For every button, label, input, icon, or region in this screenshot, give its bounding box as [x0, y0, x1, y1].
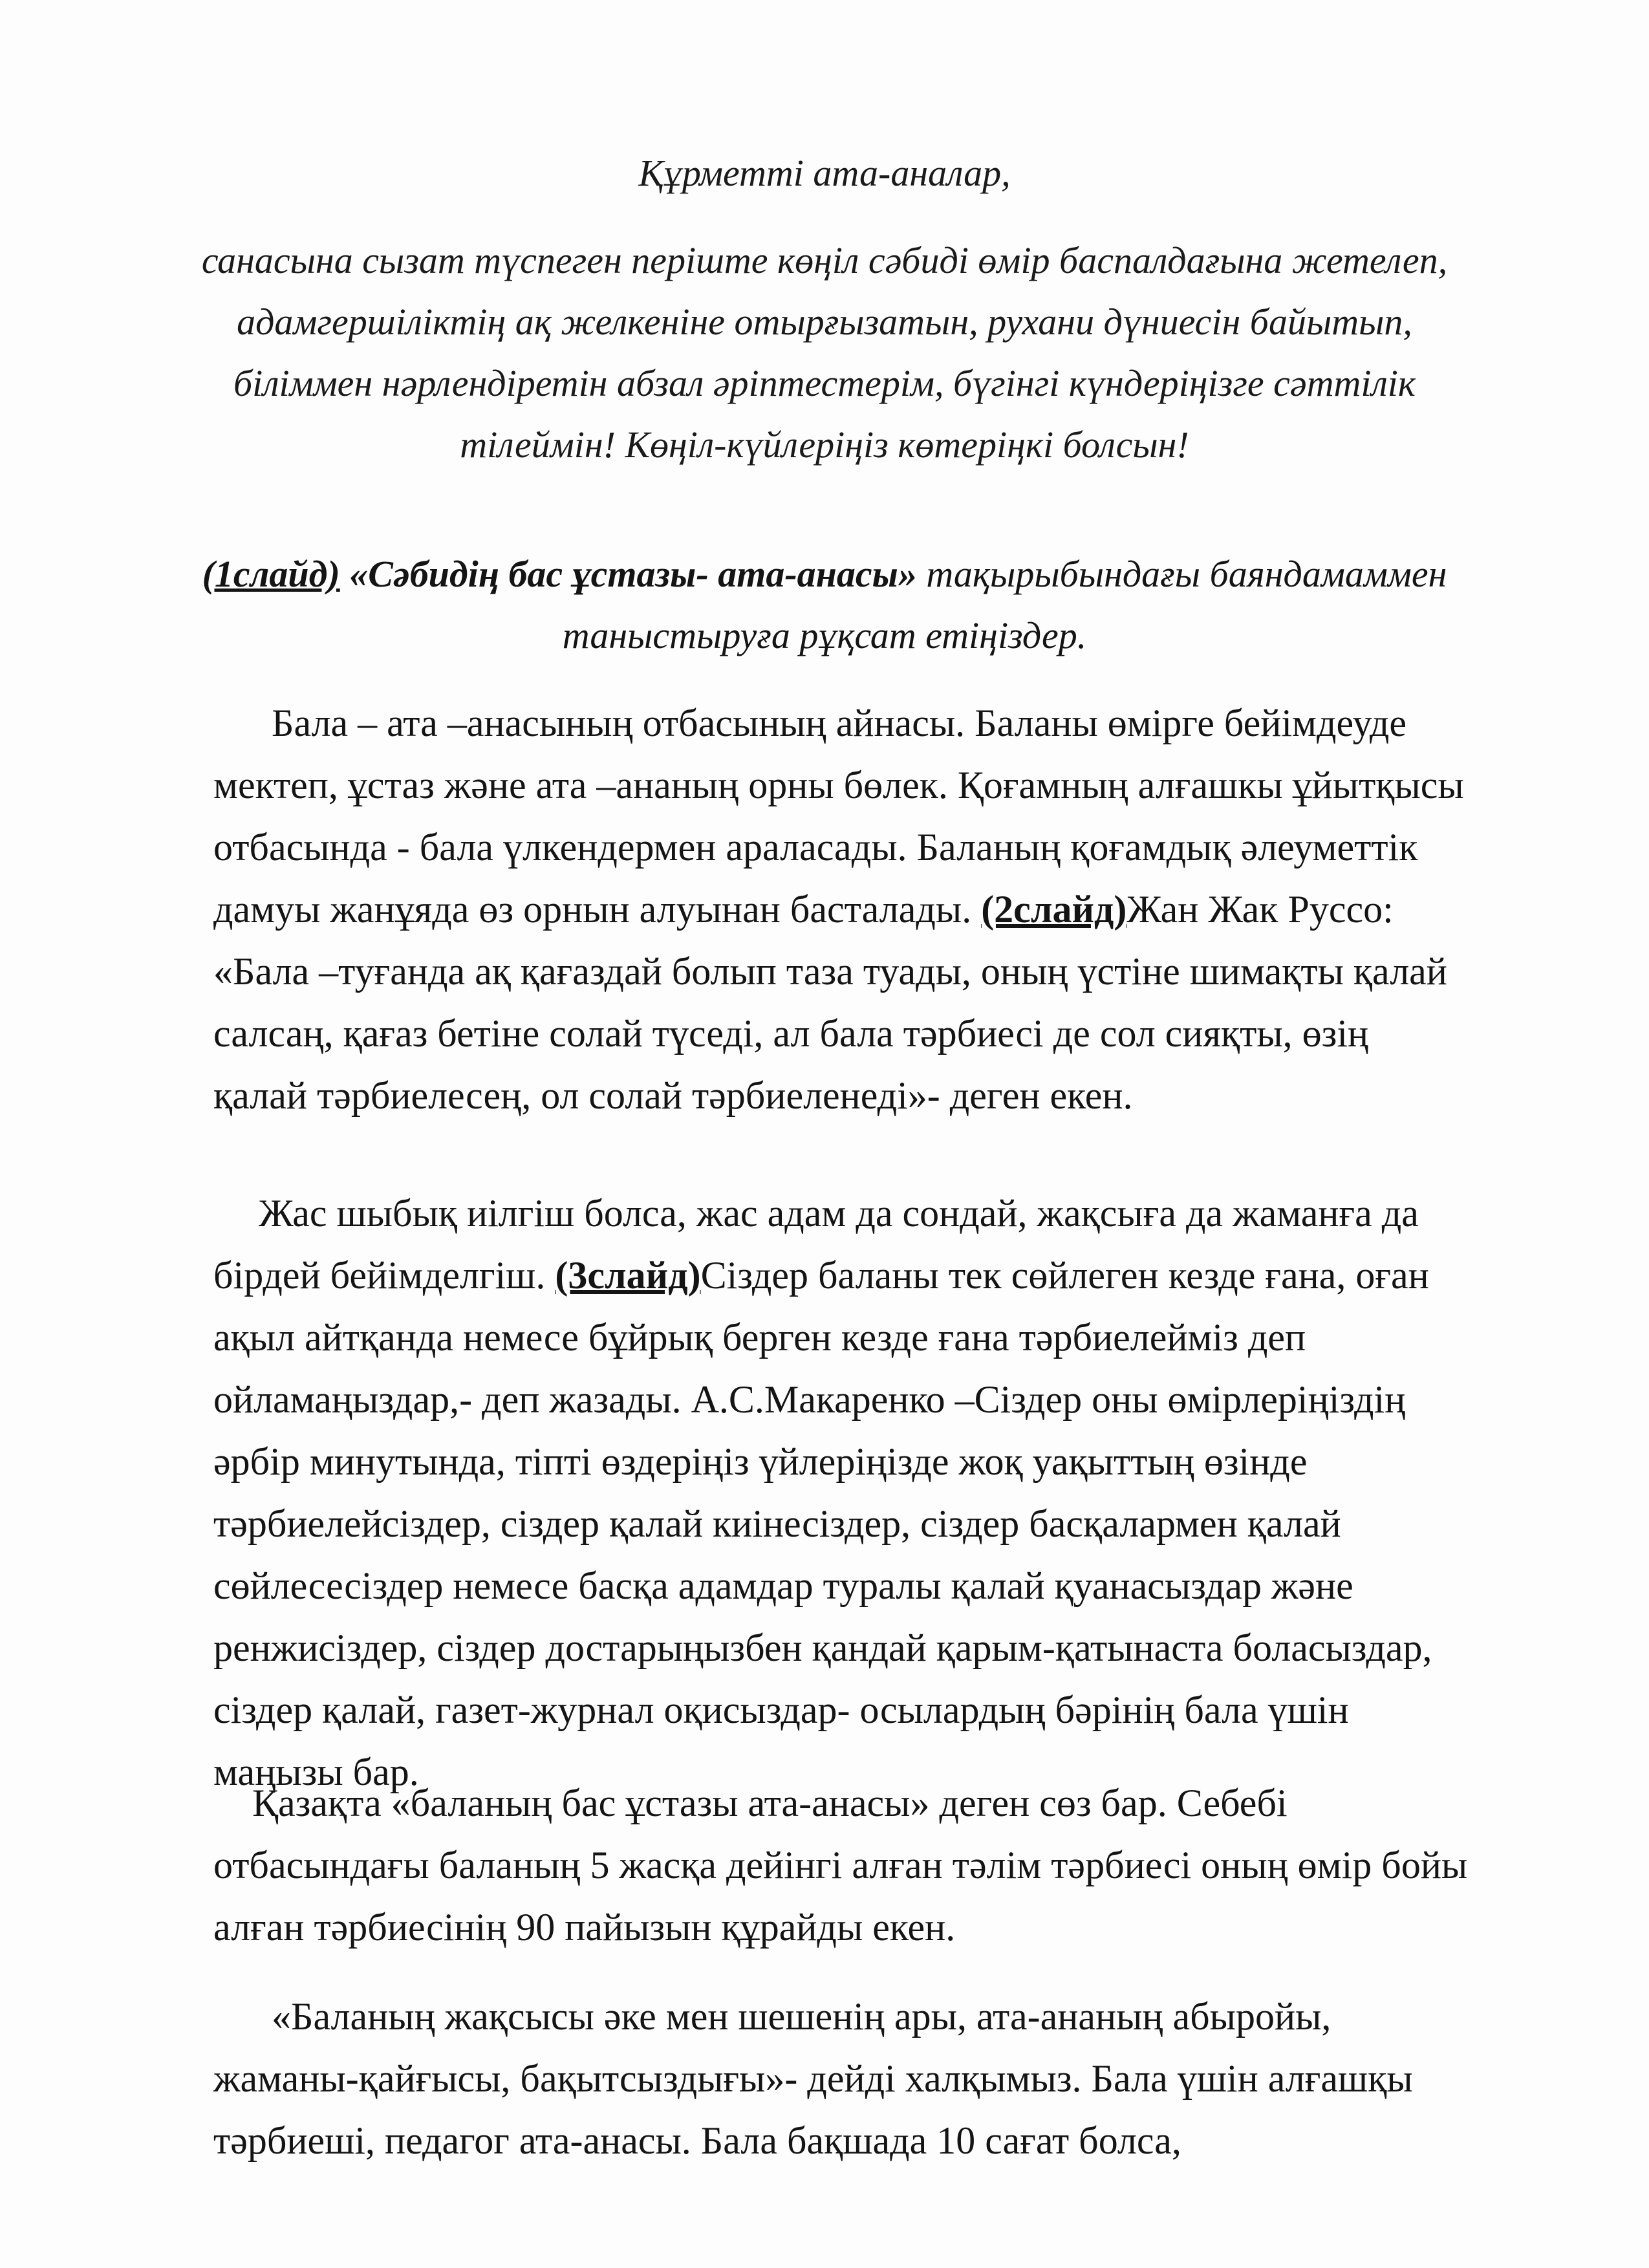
topic-title: «Сәбидің бас ұстазы- ата-анасы»: [349, 553, 917, 595]
paragraph-2-part-2: Сіздер баланы тек сөйлеген кезде ғана, оған ақыл айтқанда немесе бұйрық берген кезде ғана тәрбиелейміз деп ойламаңыздар,- деп жазады. А.С.Макаренко –Сіздер оны өмірлеріңіздің әрбір минутында, тіпті өздеріңіз үйлеріңізде жоқ уақыттың өзінде тәрбиелейсіздер, сіздер қалай киінесіздер, сіздер басқалармен қалай сөйлесесіздер немесе басқа адамдар туралы қалай қуанасыздар және ренжисіздер, сіздер достарыңызбен қандай қарым-қатынаста боласыздар, сіздер қалай, газет-журнал оқисыздар- осылардың бәрінің бала үшін маңызы бар.: [213, 1254, 1432, 1793]
paragraph-4: «Баланың жақсысы әке мен шешенің ары, ата-ананың абыройы, жаманы-қайғысы, бақытсыздығы»- дейді халқымыз. Бала үшін алғашқы тәрбиеші, педагог ата-анасы. Бала бақшада 10 сағат болса,: [213, 1995, 1413, 2162]
paragraph-1-part-1: Бала – ата –анасының отбасының айнасы. Баланы өмірге бейімдеуде мектеп, ұстаз және ата –ананың орны бөлек. Қоғамның алғашкы ұйытқысы отбасында - бала үлкендермен араласады. Баланың қоғамдық әлеуметтік дамуы жанұяда өз орнын алуынан басталады.: [213, 702, 1464, 931]
paragraph-2: [213, 1182, 1468, 1803]
paragraph-3: Қазақта «баланың бас ұстазы ата-анасы» деген сөз бар. Себебі отбасындағы баланың 5 жасқа дейінгі алған тәлім тәрбиесі оның өмір бойы алған тәрбиесінің 90 пайызын құрайды екен.: [213, 1782, 1468, 1949]
topic-heading: [194, 543, 1455, 666]
paragraph-1-part-2: Жан Жак Руссо: «Бала –туғанда ақ қағаздай болып таза туады, оның үстіне шимақты қалай салсаң, қағаз бетіне солай түседі, ал бала тәрбиесі де сол сияқты, өзің қалай тәрбиелесең, ол солай тәрбиеленеді»- деген екен.: [213, 888, 1447, 1117]
slide-1-label: (1слайд): [202, 553, 340, 595]
paragraph-1: [213, 692, 1468, 1127]
slide-2-label: (2слайд): [981, 888, 1127, 931]
intro-text: санасына сызат түспеген періште көңіл сәбиді өмір баспалдағына жетелеп, адамгершіліктің ақ желкеніне отырғызатын, рухани дүниесін байытып, біліммен нәрлендіретін абзал әріптестерім, бүгінгі күндеріңізге сәттілік тілеймін! Көңіл-күйлеріңіз көтеріңкі болсын!: [201, 239, 1448, 466]
paragraph-2-part-1: Жас шыбық иілгіш болса, жас адам да сондай, жақсыға да жаманға да бірдей бейімделгіш.: [213, 1192, 1419, 1297]
slide-3-label: (3слайд): [555, 1254, 701, 1297]
topic-rest: тақырыбындағы баяндамаммен таныстыруға рұқсат етіңіздер.: [562, 553, 1447, 656]
greeting: Құрметті ата-аналар,: [638, 152, 1011, 194]
